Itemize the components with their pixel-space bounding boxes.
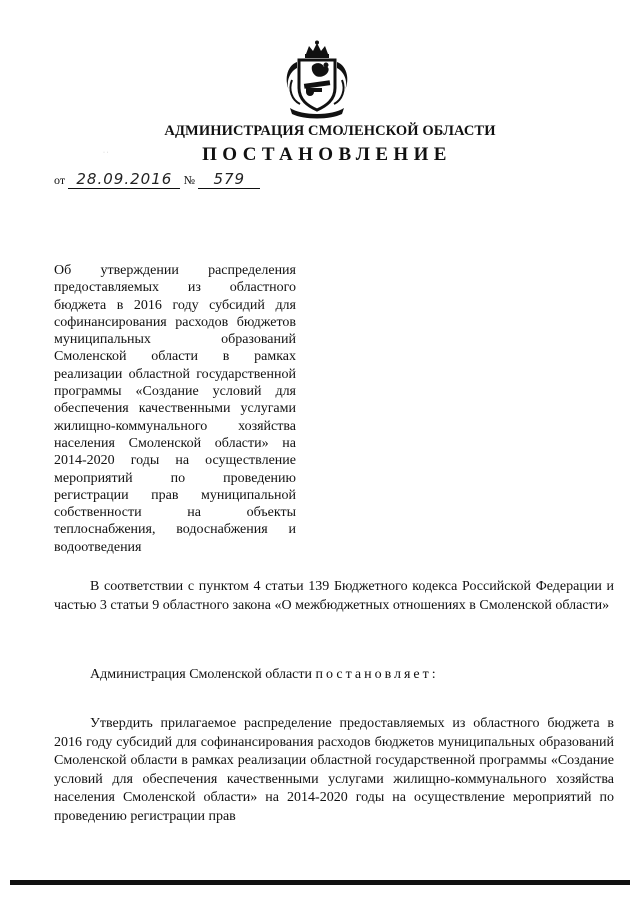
date-prefix: от <box>54 173 66 187</box>
handwritten-date: 28.09.2016 <box>68 170 180 189</box>
scan-speck: · · <box>103 150 109 156</box>
decree-colon: : <box>431 667 436 682</box>
legal-basis-paragraph: В соответствии с пунктом 4 статьи 139 Бюджетного кодекса Российской Федерации и частью 3 статьи 9 областного закона «О межбюджетных отношениях в Смоленской области» <box>54 579 614 613</box>
document-subject: Об утверждении распределения предоставляемых из областного бюджета в 2016 году субсидий для софинансирования расходов бюджетов муниципальных образований Смоленской области в рамках реализации областной государственной программы «Создание условий для обеспечения качественными услугами жилищно-коммунального хозяйства населения Смоленской области» на 2014-2020 годы на осуществление мероприятий по проведению регистрации прав муниципальной собственности на объекты теплоснабжения, водоснабжения и водоотведения <box>54 263 296 555</box>
document-type-title: ПОСТАНОВЛЕНИЕ <box>202 144 452 165</box>
coat-of-arms-icon <box>282 40 352 120</box>
decree-paragraph <box>54 666 614 685</box>
approval-paragraph: Утвердить прилагаемое распределение предоставляемых из областного бюджета в 2016 году субсидий для софинансирования расходов бюджетов муниципальных образований Смоленской области в рамках реализации областной государственной программы «Создание условий для обеспечения качественными услугами жилищно-коммунального хозяйства населения Смоленской области» на 2014-2020 годы на осуществление мероприятий по проведению регистрации прав <box>54 716 614 824</box>
decree-lead-text: Администрация Смоленской области <box>90 667 316 682</box>
handwritten-number: 579 <box>198 170 260 189</box>
organization-name: АДМИНИСТРАЦИЯ СМОЛЕНСКОЙ ОБЛАСТИ <box>164 123 496 139</box>
scan-bottom-edge <box>10 880 630 885</box>
number-prefix: № <box>183 173 196 187</box>
decree-word: постановляет <box>315 667 432 682</box>
date-number-line <box>54 170 260 189</box>
